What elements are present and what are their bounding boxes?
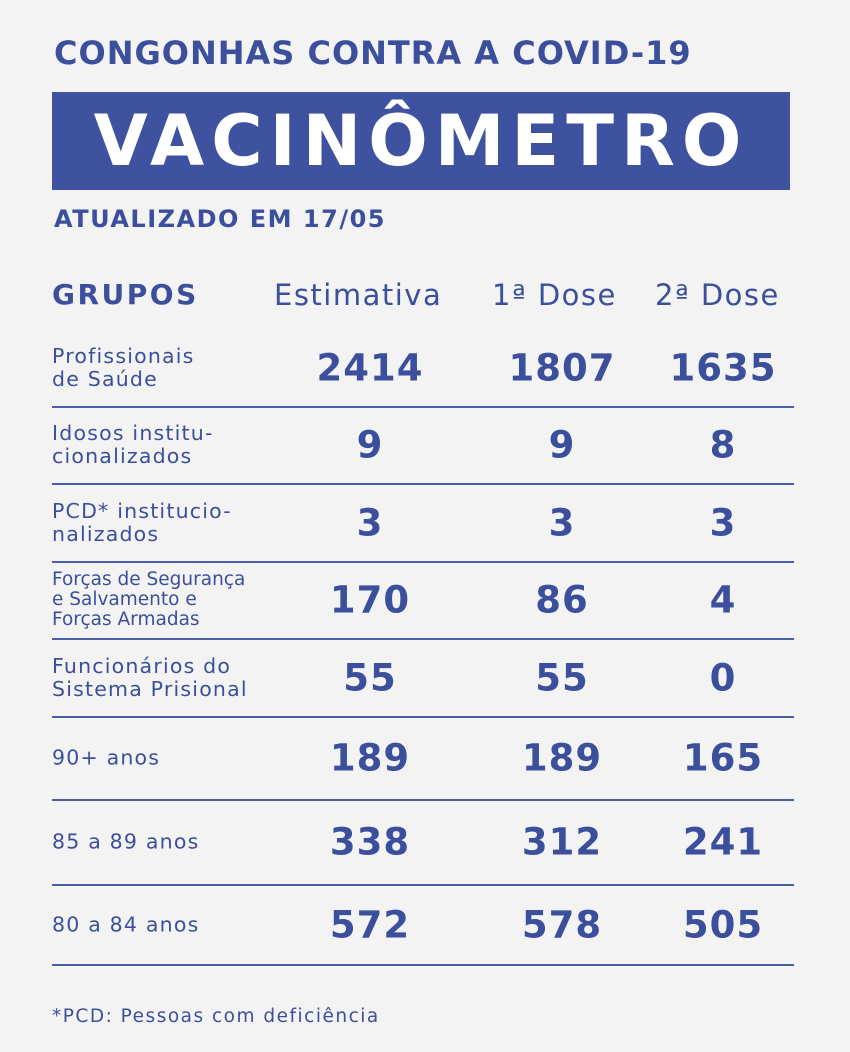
column-header-dose2: 2ª Dose (655, 278, 780, 312)
group-label-line: Funcionários do (52, 653, 232, 678)
dose1-value: 55 (535, 656, 589, 700)
dose1-value: 9 (548, 423, 576, 467)
group-label (52, 913, 292, 936)
group-label (52, 345, 292, 391)
column-header-dose1: 1ª Dose (492, 278, 617, 312)
footnote: *PCD: Pessoas com deficiência (52, 1006, 380, 1027)
table-row (52, 485, 794, 563)
estimate-value: 189 (329, 736, 411, 780)
dose2-value: 1635 (669, 346, 777, 390)
group-label (52, 570, 292, 630)
group-label-line: PCD* institucio- (52, 498, 232, 523)
dose2-value: 8 (709, 423, 737, 467)
group-label (52, 747, 292, 770)
column-header-estimate: Estimativa (274, 278, 443, 312)
dose1-value: 1807 (508, 346, 616, 390)
group-label-line: 85 a 89 anos (52, 829, 200, 854)
table-row (52, 408, 794, 486)
group-label-line: Profissionais (52, 343, 195, 368)
dose2-value: 4 (709, 578, 737, 622)
table-row (52, 640, 794, 718)
group-label-line: de Saúde (52, 366, 158, 391)
group-label (52, 655, 292, 701)
group-label-line: 90+ anos (52, 745, 161, 770)
table-header (52, 278, 794, 322)
table-row (52, 330, 794, 408)
group-label (52, 422, 292, 468)
dose2-value: 165 (682, 736, 764, 780)
dose1-value: 3 (548, 501, 576, 545)
group-label-line: nalizados (52, 521, 160, 546)
dose2-value: 505 (682, 903, 764, 946)
updated-date: ATUALIZADO EM 17/05 (54, 205, 386, 233)
dose1-value: 189 (521, 736, 603, 780)
group-label-line: Sistema Prisional (52, 676, 248, 701)
group-label-line: 80 a 84 anos (52, 912, 200, 936)
group-label-line: cionalizados (52, 444, 193, 469)
dose1-value: 312 (521, 820, 603, 864)
group-label (52, 500, 292, 546)
column-header-groups: GRUPOS (52, 278, 199, 311)
estimate-value: 572 (329, 903, 411, 946)
group-label (52, 831, 292, 854)
table-row (52, 886, 794, 966)
group-label-line: Idosos institu- (52, 421, 214, 446)
dose1-value: 578 (521, 903, 603, 946)
estimate-value: 55 (343, 656, 397, 700)
table-row (52, 563, 794, 641)
group-label-line: Forças Armadas (52, 609, 200, 631)
group-label-line: Forças de Segurança (52, 569, 246, 591)
banner (52, 92, 790, 190)
campaign-title: CONGONHAS CONTRA A COVID-19 (54, 34, 692, 72)
group-label-line: e Salvamento e (52, 589, 197, 611)
table-row (52, 718, 794, 801)
dose1-value: 86 (535, 578, 589, 622)
estimate-value: 338 (329, 820, 411, 864)
estimate-value: 170 (329, 578, 411, 622)
dose2-value: 3 (709, 501, 737, 545)
banner-title: VACINÔMETRO (93, 100, 749, 182)
estimate-value: 9 (356, 423, 384, 467)
table-body (52, 330, 794, 966)
table-row (52, 801, 794, 886)
estimate-value: 2414 (316, 346, 424, 390)
estimate-value: 3 (356, 501, 384, 545)
dose2-value: 0 (709, 656, 737, 700)
dose2-value: 241 (682, 820, 764, 864)
